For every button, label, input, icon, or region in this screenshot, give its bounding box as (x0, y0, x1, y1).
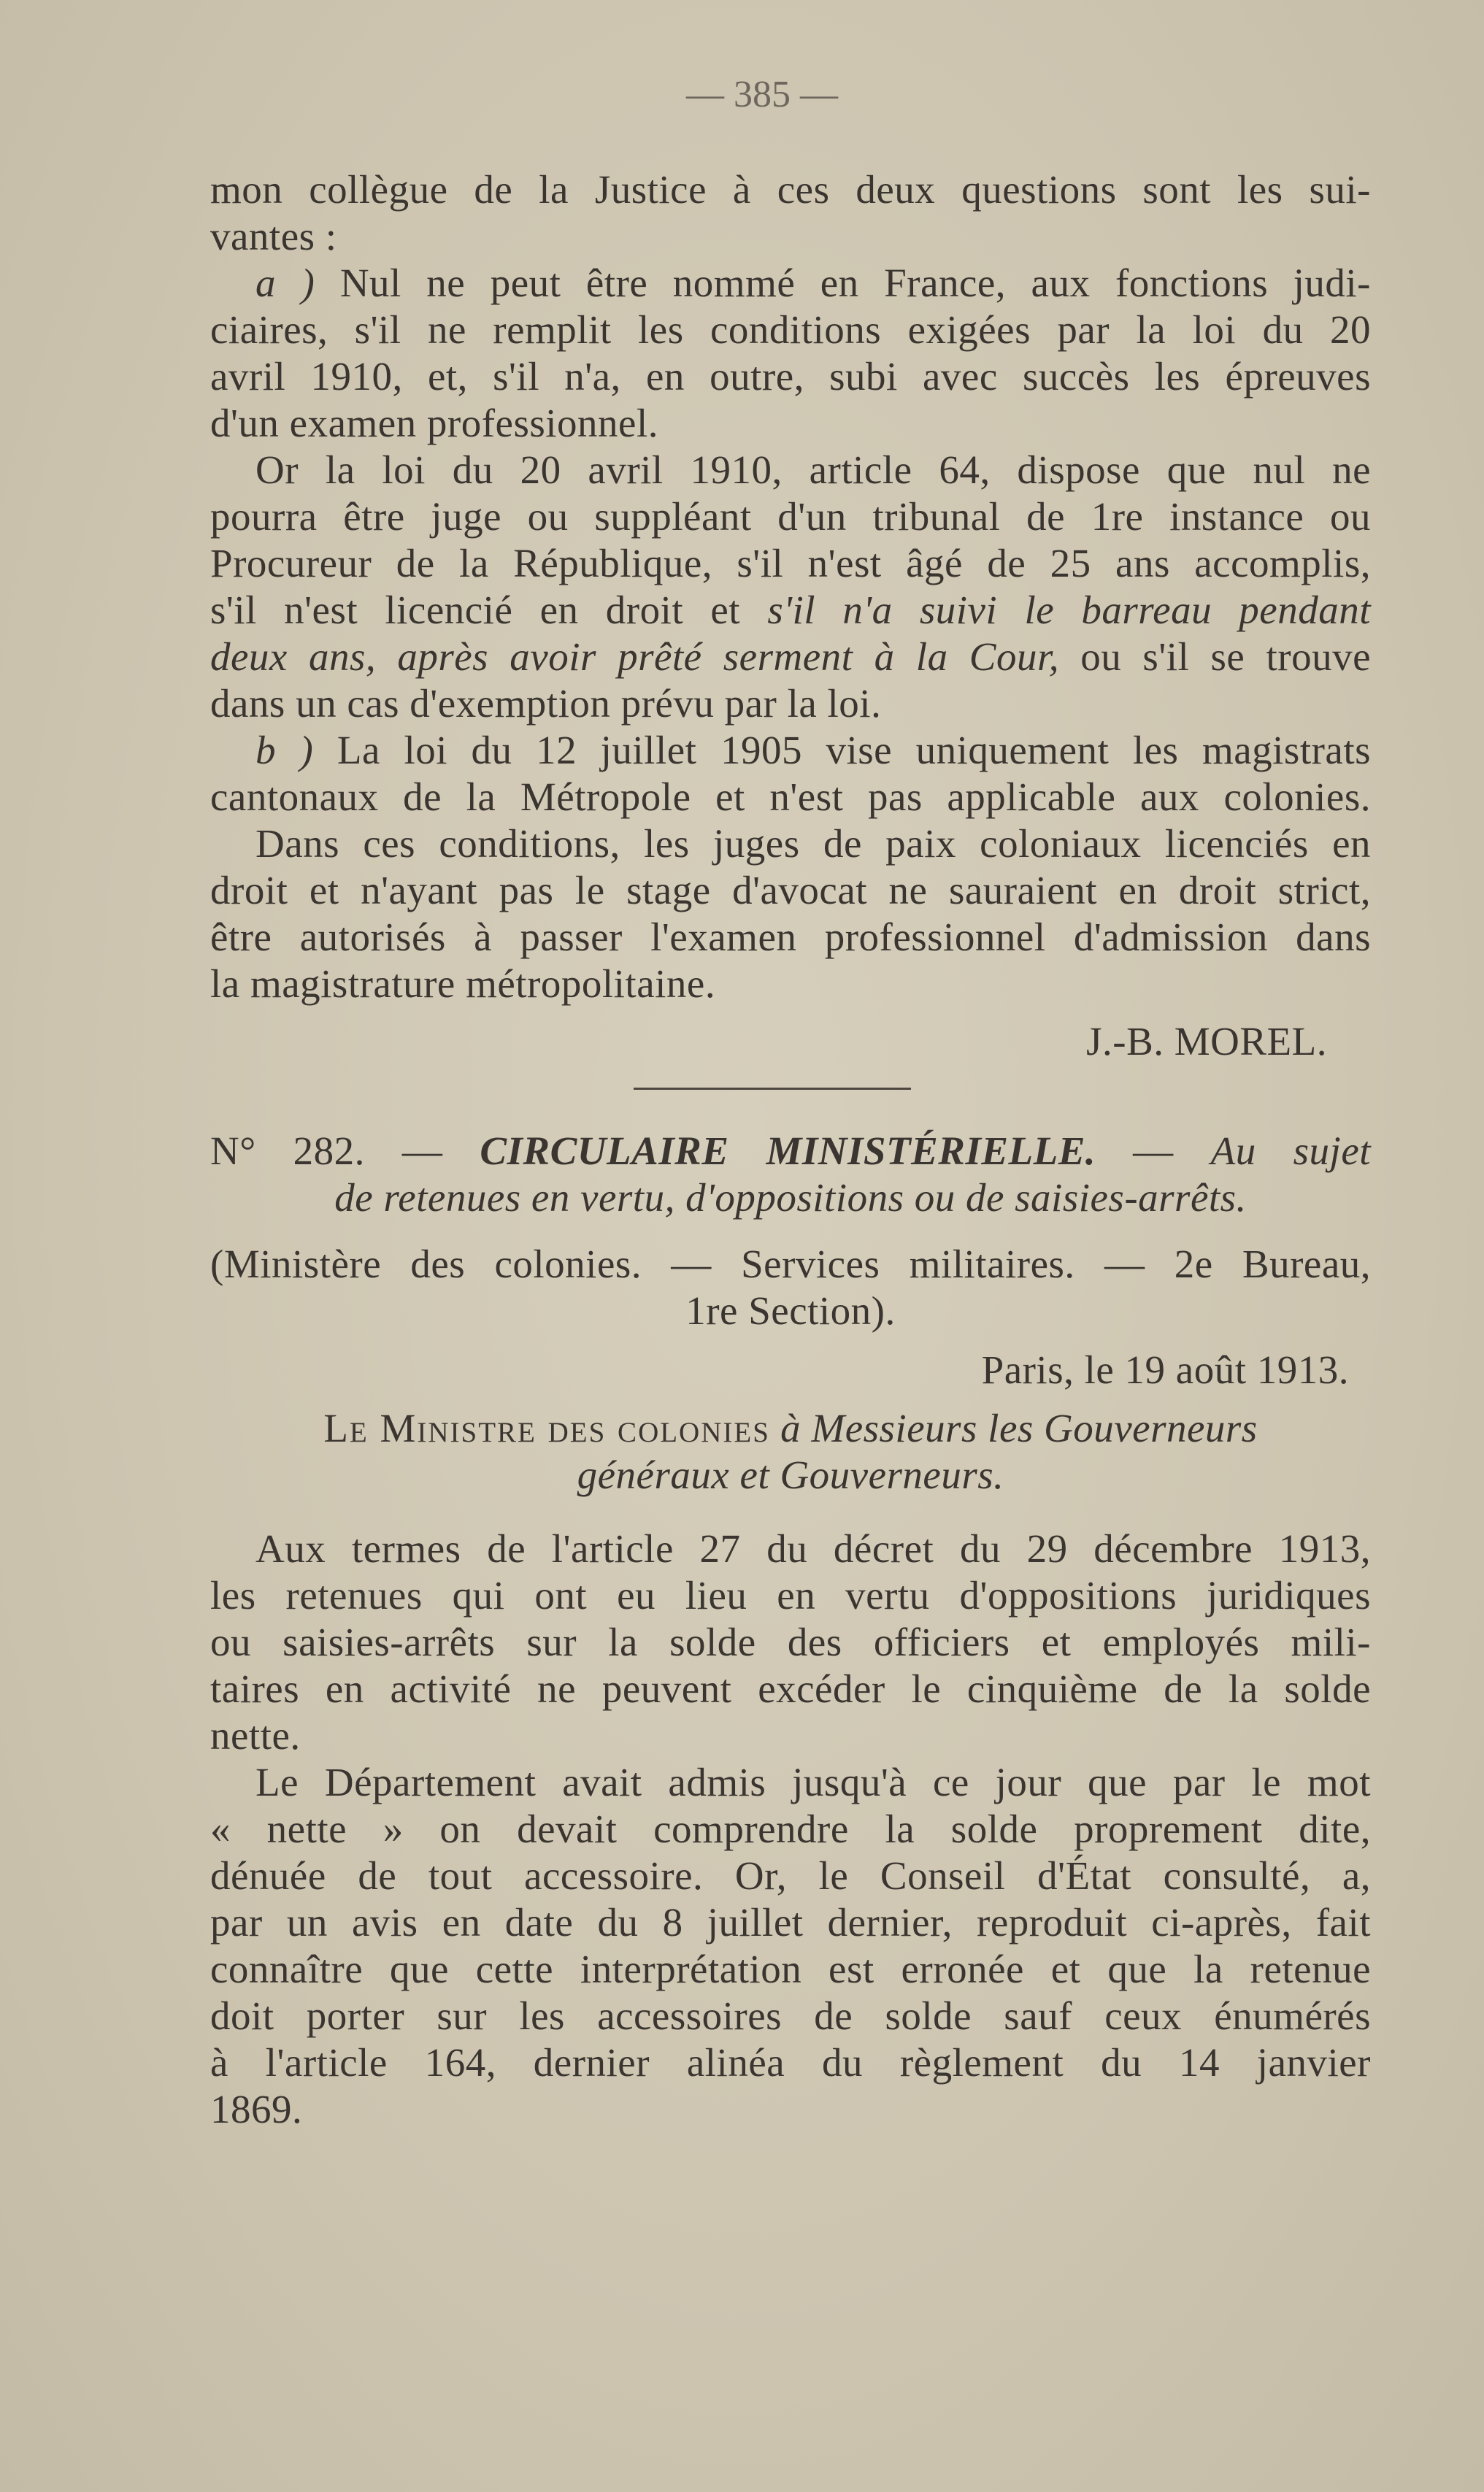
text-line (210, 260, 1371, 307)
list-marker: a ) (255, 261, 315, 305)
dash: — (1133, 1128, 1174, 1173)
text-line: être autorisés à passer l'examen professionnel d'admission dans (210, 915, 1371, 959)
addressor: Le Ministre des colonies (323, 1406, 770, 1450)
text-line: vantes : (210, 214, 337, 258)
text-span: ou s'il se trouve (1080, 634, 1371, 679)
circular-title: CIRCULAIRE MINISTÉRIELLE. (480, 1128, 1096, 1173)
text-span: s'il n'est licencié en droit et (210, 588, 741, 632)
circular-number: N° 282. — (210, 1128, 443, 1173)
section-divider (634, 1088, 911, 1090)
text-line: dénuée de tout accessoire. Or, le Conseil d'État consulté, a, (210, 1853, 1371, 1898)
text-line: avril 1910, et, s'il n'a, en outre, subi avec succès les épreuves (210, 354, 1371, 399)
text-line: ciaires, s'il ne remplit les conditions exigées par la loi du 20 (210, 307, 1371, 352)
circular-origin: (Ministère des colonies. — Services militaires. — 2e Bureau, (210, 1242, 1371, 1286)
text-line: droit et n'ayant pas le stage d'avocat ne sauraient en droit strict, (210, 868, 1371, 912)
addressee: à Messieurs les Gouverneurs (780, 1406, 1258, 1450)
page-number: — 385 — (686, 74, 838, 115)
circular-subject: de retenues en vertu, d'oppositions ou de saisies-arrêts. (334, 1175, 1247, 1220)
signature: J.-B. MOREL. (1086, 1019, 1327, 1064)
circular-address: généraux et Gouverneurs. (577, 1453, 1004, 1497)
text-line: ou saisies-arrêts sur la solde des officiers et employés mili- (210, 1620, 1371, 1664)
circular-date: Paris, le 19 août 1913. (981, 1347, 1349, 1392)
text-line: la magistrature métropolitaine. (210, 961, 716, 1006)
text-line: Dans ces conditions, les juges de paix coloniaux licenciés en (255, 821, 1371, 866)
text-line: d'un examen professionnel. (210, 401, 658, 445)
list-marker: b ) (255, 728, 314, 772)
text-line: à l'article 164, dernier alinéa du règlement du 14 janvier (210, 2040, 1371, 2085)
text-line: les retenues qui ont eu lieu en vertu d'oppositions juridiques (210, 1573, 1371, 1618)
circular-origin: 1re Section). (685, 1288, 896, 1333)
text-line (210, 587, 1371, 634)
text-line: cantonaux de la Métropole et n'est pas applicable aux colonies. (210, 774, 1371, 819)
text-line: Le Département avait admis jusqu'à ce jour que par le mot (255, 1760, 1371, 1804)
circular-subject: Au sujet (1210, 1128, 1372, 1173)
text-line: par un avis en date du 8 juillet dernier, reproduit ci-après, fait (210, 1900, 1371, 1945)
text-line: nette. (210, 1713, 301, 1758)
text-line: taires en activité ne peuvent excéder le cinquième de la solde (210, 1666, 1371, 1711)
text-line: connaître que cette interprétation est erronée et que la retenue (210, 1947, 1371, 1991)
text-line: mon collègue de la Justice à ces deux questions sont les sui- (210, 167, 1371, 212)
text-line: Procureur de la République, s'il n'est âgé de 25 ans accomplis, (210, 541, 1371, 585)
text-line: dans un cas d'exemption prévu par la loi. (210, 681, 882, 726)
text-line: pourra être juge ou suppléant d'un tribunal de 1re instance ou (210, 494, 1371, 539)
text-span: Nul ne peut être nommé en France, aux fonctions judi- (339, 261, 1372, 305)
text-line: Aux termes de l'article 27 du décret du 29 décembre 1913, (255, 1526, 1371, 1571)
text-line: « nette » on devait comprendre la solde proprement dite, (210, 1807, 1371, 1851)
text-line: 1869. (210, 2087, 303, 2131)
text-line (210, 634, 1371, 680)
italic-span: s'il n'a suivi le barreau pendant (767, 588, 1372, 632)
circular-heading (210, 1128, 1371, 1174)
text-line: doit porter sur les accessoires de solde sauf ceux énumérés (210, 1993, 1371, 2038)
text-span: La loi du 12 juillet 1905 vise uniquement les magistrats (337, 728, 1372, 772)
text-line (210, 727, 1371, 774)
text-line: Or la loi du 20 avril 1910, article 64, dispose que nul ne (255, 447, 1371, 492)
italic-span: deux ans, après avoir prêté serment à la Cour, (210, 634, 1060, 679)
circular-address (210, 1405, 1371, 1452)
